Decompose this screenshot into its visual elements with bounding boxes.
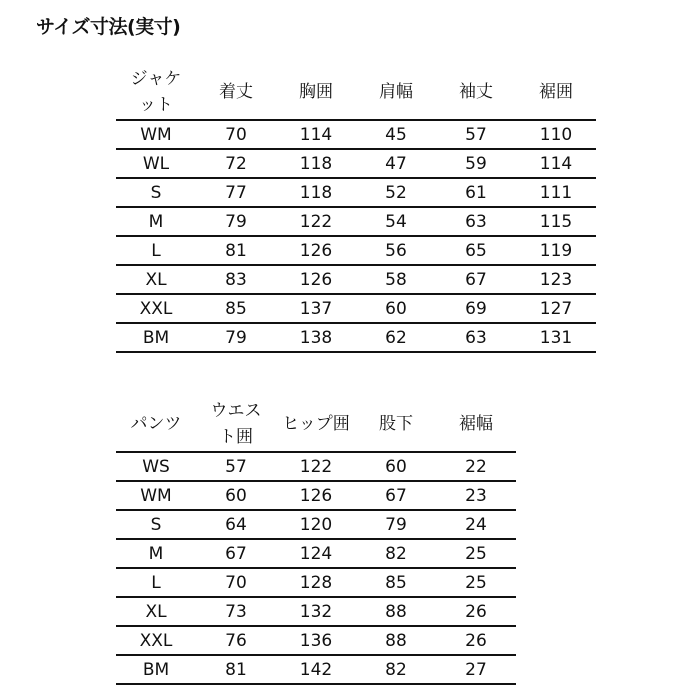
table-cell: 58 <box>356 265 436 294</box>
table-row <box>116 452 516 481</box>
table-cell: 122 <box>276 452 356 481</box>
table-cell: 126 <box>276 265 356 294</box>
table-cell: 62 <box>356 323 436 352</box>
size-label-cell: BM <box>116 655 196 684</box>
table-cell: 65 <box>436 236 516 265</box>
table-row <box>116 236 596 265</box>
size-label-cell: XL <box>116 265 196 294</box>
jacket-table-body <box>116 120 596 352</box>
header-inseam: 股下 <box>356 396 436 452</box>
table-cell: 111 <box>516 178 596 207</box>
table-cell: 70 <box>196 120 276 149</box>
size-label-cell: XL <box>116 597 196 626</box>
table-cell: 57 <box>436 120 516 149</box>
header-item-label: パンツ <box>116 396 196 452</box>
table-row <box>116 568 516 597</box>
table-row <box>116 510 516 539</box>
table-cell: 57 <box>196 452 276 481</box>
table-cell: 60 <box>196 481 276 510</box>
table-cell: 131 <box>516 323 596 352</box>
table-cell: 119 <box>516 236 596 265</box>
table-row <box>116 294 596 323</box>
table-cell: 118 <box>276 149 356 178</box>
size-label-cell: M <box>116 207 196 236</box>
table-cell: 63 <box>436 207 516 236</box>
table-cell: 61 <box>436 178 516 207</box>
header-hem-width: 裾幅 <box>436 396 516 452</box>
table-cell: 27 <box>436 655 516 684</box>
table-cell: 25 <box>436 568 516 597</box>
table-cell: 22 <box>436 452 516 481</box>
header-hip: ヒップ囲 <box>276 396 356 452</box>
table-row <box>116 655 516 684</box>
table-cell: 127 <box>516 294 596 323</box>
table-cell: 128 <box>276 568 356 597</box>
table-row <box>116 178 596 207</box>
header-hem: 裾囲 <box>516 64 596 120</box>
table-cell: 60 <box>356 294 436 323</box>
table-row <box>116 597 516 626</box>
table-header-row <box>116 64 596 120</box>
table-row <box>116 626 516 655</box>
table-cell: 23 <box>436 481 516 510</box>
size-label-cell: WM <box>116 481 196 510</box>
table-cell: 88 <box>356 626 436 655</box>
size-label-cell: M <box>116 539 196 568</box>
table-cell: 124 <box>276 539 356 568</box>
table-row <box>116 149 596 178</box>
size-label-cell: WM <box>116 120 196 149</box>
table-cell: 118 <box>276 178 356 207</box>
table-row <box>116 265 596 294</box>
table-cell: 123 <box>516 265 596 294</box>
table-row <box>116 539 516 568</box>
size-label-cell: L <box>116 568 196 597</box>
size-label-cell: L <box>116 236 196 265</box>
table-cell: 85 <box>356 568 436 597</box>
table-cell: 132 <box>276 597 356 626</box>
table-cell: 67 <box>356 481 436 510</box>
size-label-cell: BM <box>116 323 196 352</box>
table-cell: 54 <box>356 207 436 236</box>
size-label-cell: WS <box>116 452 196 481</box>
table-cell: 24 <box>436 510 516 539</box>
table-cell: 114 <box>276 120 356 149</box>
table-cell: 77 <box>196 178 276 207</box>
pants-size-table <box>116 396 516 685</box>
jacket-size-table <box>116 64 596 353</box>
table-cell: 60 <box>356 452 436 481</box>
table-cell: 81 <box>196 236 276 265</box>
table-cell: 56 <box>356 236 436 265</box>
table-cell: 81 <box>196 655 276 684</box>
table-cell: 120 <box>276 510 356 539</box>
table-cell: 67 <box>436 265 516 294</box>
table-row <box>116 481 516 510</box>
table-cell: 72 <box>196 149 276 178</box>
table-cell: 26 <box>436 626 516 655</box>
header-waist: ウエスト囲 <box>210 400 262 447</box>
table-row <box>116 323 596 352</box>
table-cell: 88 <box>356 597 436 626</box>
table-cell: 110 <box>516 120 596 149</box>
table-cell: 26 <box>436 597 516 626</box>
table-cell: 136 <box>276 626 356 655</box>
table-cell: 59 <box>436 149 516 178</box>
table-cell: 83 <box>196 265 276 294</box>
header-shoulder: 肩幅 <box>356 64 436 120</box>
table-cell: 122 <box>276 207 356 236</box>
table-cell: 137 <box>276 294 356 323</box>
table-cell: 52 <box>356 178 436 207</box>
header-sleeve: 袖丈 <box>436 64 516 120</box>
table-cell: 76 <box>196 626 276 655</box>
table-cell: 85 <box>196 294 276 323</box>
table-cell: 64 <box>196 510 276 539</box>
table-cell: 79 <box>356 510 436 539</box>
pants-table-body <box>116 452 516 684</box>
header-chest: 胸囲 <box>276 64 356 120</box>
table-cell: 70 <box>196 568 276 597</box>
header-length: 着丈 <box>196 64 276 120</box>
table-cell: 142 <box>276 655 356 684</box>
table-cell: 138 <box>276 323 356 352</box>
table-cell: 25 <box>436 539 516 568</box>
table-cell: 126 <box>276 236 356 265</box>
size-label-cell: S <box>116 178 196 207</box>
table-cell: 126 <box>276 481 356 510</box>
table-row <box>116 120 596 149</box>
header-item-label: ジャケット <box>130 68 182 115</box>
table-cell: 73 <box>196 597 276 626</box>
table-cell: 67 <box>196 539 276 568</box>
table-cell: 45 <box>356 120 436 149</box>
table-header-row <box>116 396 516 452</box>
size-label-cell: XXL <box>116 626 196 655</box>
size-label-cell: WL <box>116 149 196 178</box>
size-label-cell: S <box>116 510 196 539</box>
page-title: サイズ寸法(実寸) <box>36 16 181 38</box>
table-cell: 63 <box>436 323 516 352</box>
table-cell: 79 <box>196 323 276 352</box>
table-cell: 47 <box>356 149 436 178</box>
size-label-cell: XXL <box>116 294 196 323</box>
table-cell: 82 <box>356 655 436 684</box>
table-cell: 115 <box>516 207 596 236</box>
table-cell: 79 <box>196 207 276 236</box>
table-cell: 82 <box>356 539 436 568</box>
table-row <box>116 207 596 236</box>
table-cell: 69 <box>436 294 516 323</box>
table-cell: 114 <box>516 149 596 178</box>
